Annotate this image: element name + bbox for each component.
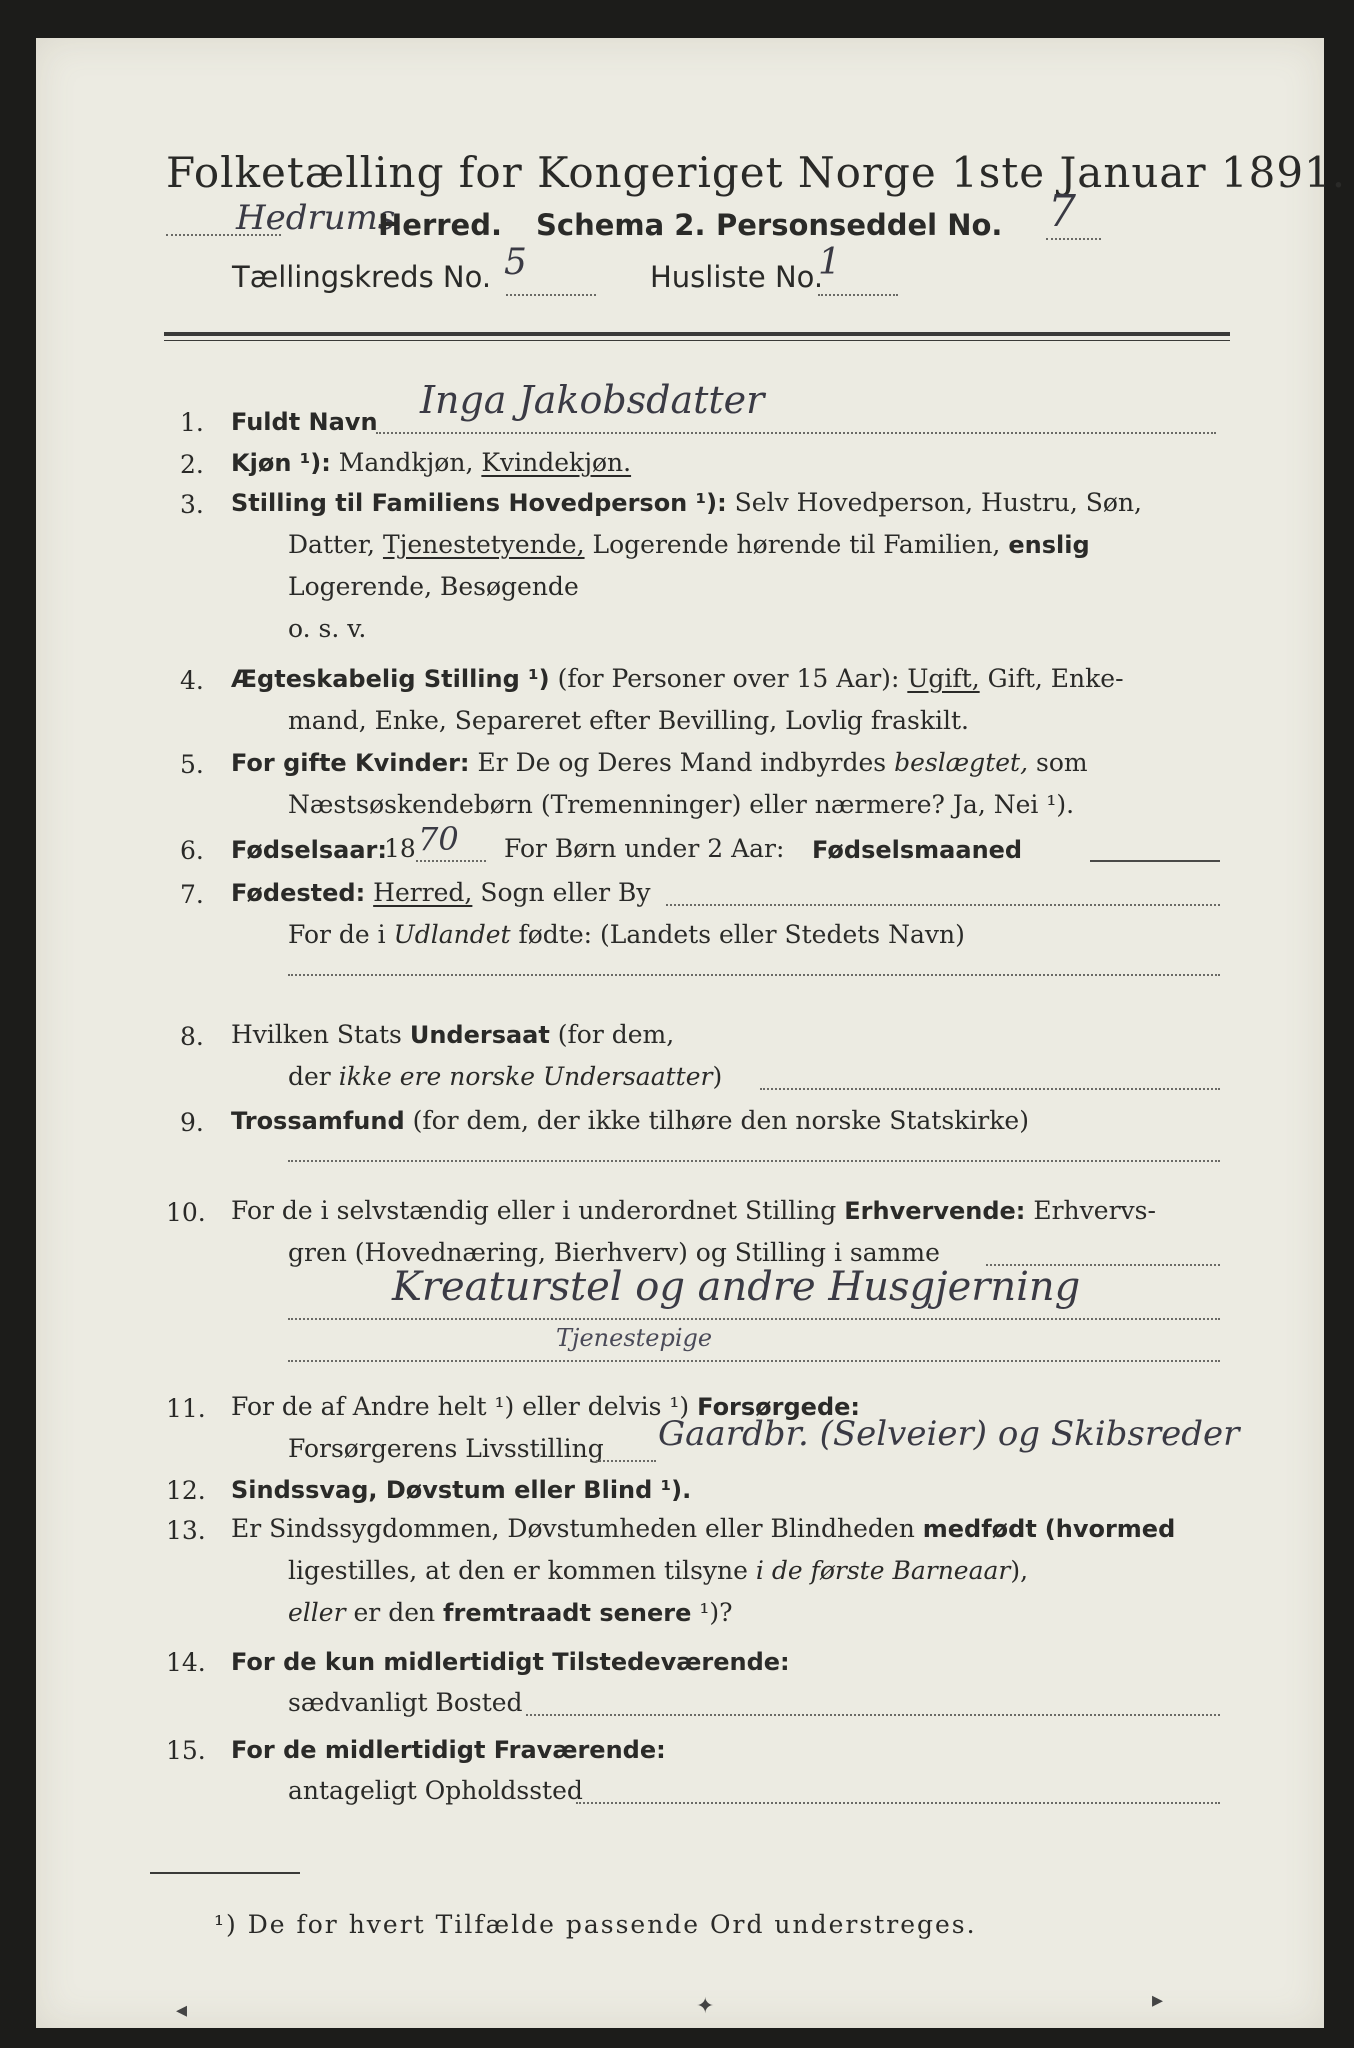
husliste-label: Husliste No. <box>650 260 824 294</box>
kreds-value: 5 <box>504 242 527 283</box>
q14-label: For de kun midlertidigt Tilstedeværende: <box>231 1648 790 1676</box>
q7-fodte: fødte: (Landets eller Stedets Navn) <box>518 920 965 949</box>
q7-dots2 <box>288 974 1220 976</box>
q10-line2: gren (Hovednæring, Bierhverv) og Stilling i samme <box>288 1238 940 1267</box>
q6-prefix: 18 <box>384 834 416 863</box>
q5-text: Er De og Deres Mand indbyrdes <box>477 748 887 777</box>
q3-logerende: Logerende hørende til Familien, <box>592 530 1001 559</box>
personseddel-label: Personseddel No. <box>716 208 1003 242</box>
q10-number: 10. <box>166 1198 206 1227</box>
q3-datter: Datter, <box>288 530 375 559</box>
herred-value: Hedrums <box>236 198 396 238</box>
q2-option-female: Kvindekjøn. <box>481 448 632 477</box>
kreds-dots <box>506 294 596 296</box>
q10-dots3 <box>288 1360 1220 1362</box>
q3-enslig: enslig <box>1008 531 1090 559</box>
q2-label: Kjøn ¹): <box>231 449 331 477</box>
q12-label: Sindssvag, Døvstum eller Blind ¹). <box>231 1476 692 1504</box>
q7-option-herred: Herred, <box>373 878 473 907</box>
q8-paren: ) <box>712 1062 723 1091</box>
q9-label: Trossamfund <box>231 1107 405 1135</box>
q4-option-ugift: Ugift, <box>907 664 980 693</box>
q8-number: 8. <box>180 1022 204 1051</box>
q12-number: 12. <box>166 1476 206 1505</box>
q9-dots <box>288 1160 1220 1162</box>
q10-end: Erhvervs- <box>1033 1196 1156 1225</box>
census-form-page <box>36 38 1347 2028</box>
q3-tjenestetyende: Tjenestetyende, <box>382 530 585 559</box>
q14-line2: sædvanligt Bosted <box>288 1688 523 1717</box>
q15-dots <box>576 1802 1220 1804</box>
q5-italic: beslægtet, <box>894 748 1029 777</box>
q13-question: ¹)? <box>699 1598 733 1627</box>
q4-text: (for Personer over 15 Aar): <box>557 664 900 693</box>
q3-number: 3. <box>180 490 204 519</box>
q6-text: For Børn under 2 Aar: <box>504 834 785 863</box>
q1-number: 1. <box>180 408 204 437</box>
q10-value2: Tjenestepige <box>556 1324 713 1352</box>
q13-text: Er Sindssygdommen, Døvstumheden eller Blindheden <box>231 1514 915 1543</box>
footnote: ¹) De for hvert Tilfælde passende Ord understreges. <box>214 1910 977 1939</box>
q7-for-de-i: For de i <box>288 920 386 949</box>
q8-rest: (for dem, <box>557 1020 675 1049</box>
header-rule-thin <box>164 340 1230 341</box>
q4-line2: mand, Enke, Separeret efter Bevilling, Lovlig fraskilt. <box>288 706 969 735</box>
form-title: Folketælling for Kongeriget Norge 1ste Januar 1891. <box>166 148 1347 197</box>
q13-row <box>231 1516 1175 1541</box>
q14-number: 14. <box>166 1648 206 1677</box>
q7-dots <box>666 904 1220 906</box>
q8-row2 <box>288 1064 722 1089</box>
header-rule <box>164 332 1230 336</box>
q8-text: Hvilken Stats <box>231 1020 402 1049</box>
q13-barneaar: i de første Barneaar <box>755 1556 1011 1585</box>
husliste-value: 1 <box>818 242 841 283</box>
q15-label: For de midlertidigt Fraværende: <box>231 1736 666 1764</box>
q8-der: der <box>288 1062 331 1091</box>
q2-option-male: Mandkjøn, <box>338 448 474 477</box>
q13-eller: eller <box>288 1598 346 1627</box>
q3-line1: Selv Hovedperson, Hustru, Søn, <box>734 488 1142 517</box>
q11-number: 11. <box>166 1394 206 1423</box>
q6-dots <box>416 860 486 862</box>
q11-line2: Forsørgerens Livsstilling <box>288 1434 604 1463</box>
q3-row2 <box>288 532 1090 557</box>
q7-text: Sogn eller By <box>480 878 651 907</box>
q10-dots2 <box>288 1318 1220 1320</box>
q7-udlandet: Udlandet <box>393 920 511 949</box>
q13-paren: ), <box>1010 1556 1029 1585</box>
q10-label: Erhvervende: <box>844 1197 1026 1225</box>
q13-end: (hvormed <box>1044 1515 1176 1543</box>
q1-dots <box>376 432 1216 434</box>
q15-line2: antageligt Opholdssted <box>288 1776 583 1805</box>
q10-text: For de i selvstændig eller i underordnet Stilling <box>231 1196 837 1225</box>
q11-value: Gaardbr. (Selveier) og Skibsreder <box>658 1414 1240 1454</box>
q13-row3 <box>288 1600 733 1625</box>
kreds-label: Tællingskreds No. <box>232 260 492 294</box>
q5-number: 5. <box>180 750 204 779</box>
q5-row <box>231 750 1088 775</box>
q5-line2: Næstsøskendebørn (Tremenninger) eller nærmere? Ja, Nei ¹). <box>288 790 1075 819</box>
q8-dots <box>760 1088 1220 1090</box>
q6-label: Fødselsaar: <box>231 836 387 864</box>
q1-label: Fuldt Navn <box>231 408 378 436</box>
q1-value: Inga Jakobsdatter <box>420 378 765 422</box>
q6-label2: Fødselsmaaned <box>812 836 1023 864</box>
q7-number: 7. <box>180 880 204 909</box>
q2-number: 2. <box>180 450 204 479</box>
binding-mark-right: ▸ <box>1152 1988 1164 2013</box>
q4-row <box>231 666 1124 691</box>
q3-line4: o. s. v. <box>288 614 367 643</box>
q6-number: 6. <box>180 836 204 865</box>
q15-number: 15. <box>166 1736 206 1765</box>
q11-text: For de af Andre helt ¹) eller delvis ¹) <box>231 1392 690 1421</box>
q9-number: 9. <box>180 1108 204 1137</box>
q8-row <box>231 1022 674 1047</box>
q6-line <box>1090 860 1220 862</box>
q5-label: For gifte Kvinder: <box>231 749 470 777</box>
q3-label: Stilling til Familiens Hovedperson ¹): <box>231 489 727 517</box>
q6-value: 70 <box>418 820 459 858</box>
q13-row2 <box>288 1558 1028 1583</box>
q4-rest: Gift, Enke- <box>987 664 1124 693</box>
footnote-rule <box>150 1872 300 1874</box>
binding-mark-center: ✦ <box>696 1994 715 2019</box>
q13-fremtraadt: fremtraadt senere <box>443 1599 692 1627</box>
q7-row <box>231 880 651 905</box>
q9-text: (for dem, der ikke tilhøre den norske Statskirke) <box>412 1106 1029 1135</box>
q3-line3: Logerende, Besøgende <box>288 572 579 601</box>
q14-dots <box>526 1714 1220 1716</box>
q2-row <box>231 450 631 475</box>
q10-value: Kreaturstel og andre Husgjerning <box>392 1264 1081 1310</box>
personseddel-dots <box>1046 238 1101 240</box>
binding-mark-left: ◂ <box>176 1998 188 2023</box>
q5-end: som <box>1035 748 1088 777</box>
q7-label: Fødested: <box>231 879 366 907</box>
q11-label: Forsørgede: <box>697 1393 861 1421</box>
q8-label: Undersaat <box>409 1021 550 1049</box>
q11-dots <box>596 1460 656 1462</box>
q7-row2 <box>288 922 965 947</box>
husliste-dots <box>818 294 898 296</box>
q13-medfodt: medfødt <box>922 1515 1037 1543</box>
herred-label: Herred. <box>378 208 502 242</box>
q3-row <box>231 490 1142 515</box>
q4-number: 4. <box>180 666 204 695</box>
q13-number: 13. <box>166 1516 206 1545</box>
q10-row <box>231 1198 1156 1223</box>
q9-row <box>231 1108 1029 1133</box>
q4-label: Ægteskabelig Stilling ¹) <box>231 665 550 693</box>
q8-italic: ikke ere norske Undersaatter <box>338 1062 713 1091</box>
personseddel-value: 7 <box>1048 186 1076 237</box>
schema-label: Schema 2. <box>536 208 706 242</box>
q13-er-den: er den <box>353 1598 436 1627</box>
q13-ligestilles: ligestilles, at den er kommen tilsyne <box>288 1556 748 1585</box>
